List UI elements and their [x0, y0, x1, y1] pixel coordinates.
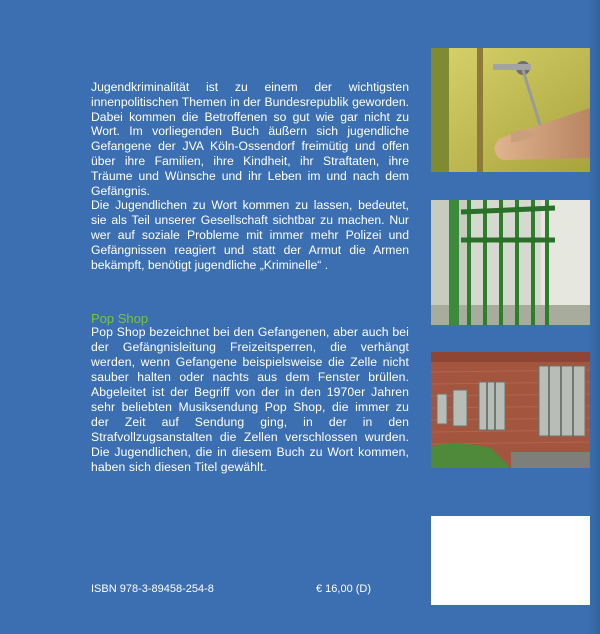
blurb [91, 80, 409, 272]
photo-brick-facade [431, 352, 590, 468]
isbn-number: ISBN 978-3-89458-254-8 [91, 583, 214, 595]
blurb-paragraph-2: Die Jugendlichen zu Wort kommen zu lassen, bedeutet, sie als Teil unserer Gesellschaft sichtbar zu machen. Nur wer auf soziale Probleme mit immer mehr Polizei und Gefängnissen reagiert und statt der Armut die Armen bekämpft, benötigt jugendliche „Kriminelle“ . [91, 198, 409, 272]
blurb-paragraph-1: Jugendkriminalität ist zu einem der wichtigsten innenpolitischen Themen in der Bundesrepublik geworden. Dabei kommen die Betroffenen so gut wie gar nicht zu Wort. Im vorliegenden Buch äußern sich jugendliche Gefangene der JVA Köln-Ossendorf freimütig und offen über ihre Familien, ihre Kindheit, ihr Straftaten, ihre Träume und Wünsche und ihr Leben im und nach dem Gefängnis. [91, 80, 409, 198]
pop-shop-heading: Pop Shop [91, 311, 149, 326]
photo-cell-bars [431, 200, 590, 325]
barcode-area [431, 516, 590, 605]
photo-hand-with-key [431, 48, 590, 172]
pop-shop-text: Pop Shop bezeichnet bei den Gefangenen, aber auch bei der Gefängnisleitung Freizeitsperren, die verhängt werden, wenn Gefangene beispielsweise die Zelle nicht sauber halten oder nachts aus dem Fenster brüllen. Abgeleitet ist der Begriff von der in den 1970er Jahren sehr beliebten Musiksendung Pop Shop, die immer zu der Zeit auf Sendung ging, in der in den Strafvollzugsanstalten die Zellen verschlossen wurden. Die Jugendlichen, die in diesem Buch zu Wort kommen, haben sich diesen Titel gewählt. [91, 325, 409, 474]
price-label: € 16,00 (D) [316, 583, 372, 595]
